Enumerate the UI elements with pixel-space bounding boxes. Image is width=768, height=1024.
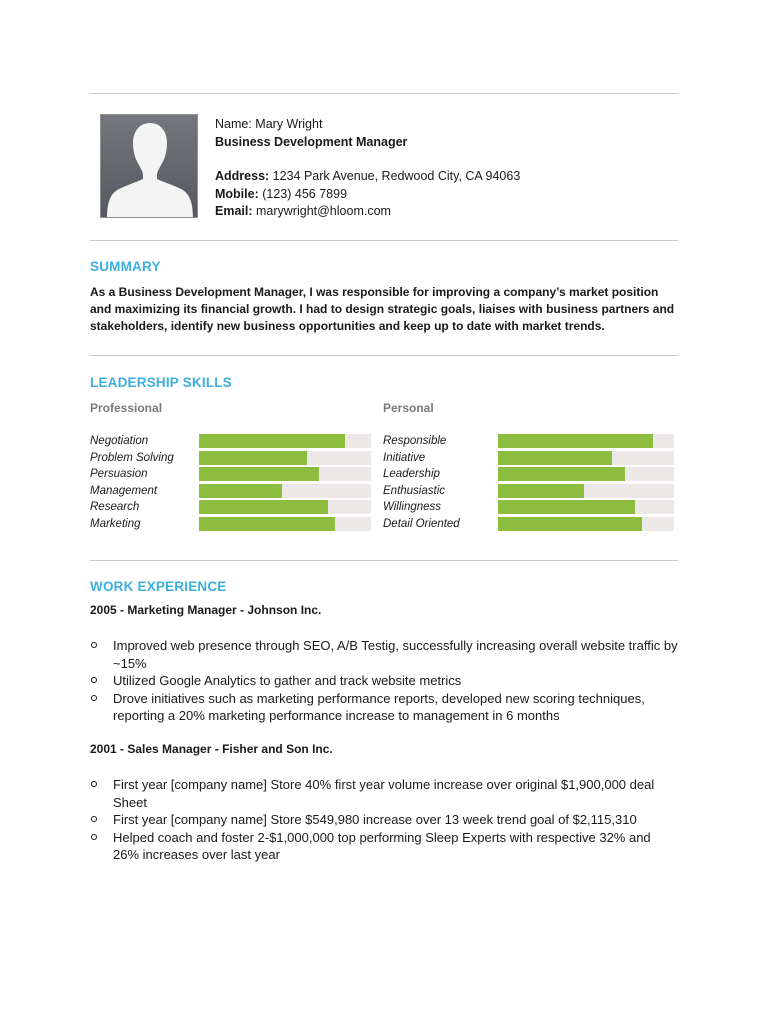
contact-block xyxy=(215,116,520,221)
skill-bar-track xyxy=(498,434,674,448)
skill-bar-fill xyxy=(199,517,335,531)
skill-label: Persuasion xyxy=(90,468,148,480)
skill-bar-track xyxy=(199,500,371,514)
skill-label: Research xyxy=(90,501,140,513)
email-value[interactable]: marywright@hloom.com xyxy=(256,204,391,218)
skill-bar-track xyxy=(199,484,371,498)
email-line xyxy=(215,203,520,221)
skill-bar-track xyxy=(199,434,371,448)
professional-subheading: Professional xyxy=(90,401,163,415)
skill-bar-fill xyxy=(498,517,642,531)
summary-text: As a Business Development Manager, I was responsible for improving a company’s market position and maximizing its financial growth. I had to design strategic goals, liaises with business partners and stakeholders, identify new business opportunities and keep up to date with market trends. xyxy=(90,285,675,333)
skill-bar-fill xyxy=(498,500,635,514)
skill-label: Willingness xyxy=(383,501,442,513)
skill-bar-track xyxy=(199,517,371,531)
list-item: Drove initiatives such as marketing performance reports, developed new scoring techniques, reporting a 20% marketing performance increase to management in 6 months xyxy=(90,690,678,725)
list-item: First year [company name] Store $549,980 increase over 13 week trend goal of $2,115,310 xyxy=(90,811,678,829)
name-line: Name: Mary Wright xyxy=(215,117,323,131)
bullet-circle-icon xyxy=(91,642,97,648)
skill-bar-fill xyxy=(199,484,282,498)
skill-bar-track xyxy=(199,451,371,465)
work-experience-heading: WORK EXPERIENCE xyxy=(90,579,227,594)
skill-bar-fill xyxy=(498,451,612,465)
mobile-label: Mobile: xyxy=(215,186,259,201)
divider xyxy=(90,355,678,356)
divider xyxy=(90,560,678,561)
leadership-skills-heading: LEADERSHIP SKILLS xyxy=(90,375,232,390)
skill-label: Detail Oriented xyxy=(383,517,460,530)
bullet-circle-icon xyxy=(91,677,97,683)
job-title: 2005 - Marketing Manager - Johnson Inc. xyxy=(90,603,322,617)
skill-label: Marketing xyxy=(90,517,141,530)
skill-bar-track xyxy=(498,451,674,465)
mobile-value: (123) 456 7899 xyxy=(262,186,348,201)
job-title-line: Business Development Manager xyxy=(215,134,408,149)
skill-bar-fill xyxy=(199,434,345,448)
skill-bar-fill xyxy=(199,451,307,465)
address-line xyxy=(215,168,520,186)
skill-bar-track xyxy=(498,517,674,531)
skill-bar-fill xyxy=(199,467,319,481)
skill-label: Negotiation xyxy=(90,435,149,447)
skill-label: Initiative xyxy=(383,451,426,464)
address-label: Address: xyxy=(215,169,270,183)
profile-photo-placeholder xyxy=(100,114,198,218)
person-silhouette-icon xyxy=(101,115,198,218)
skill-label: Responsible xyxy=(383,435,447,447)
mobile-line xyxy=(215,186,520,204)
personal-subheading: Personal xyxy=(383,401,434,415)
skill-bar-fill xyxy=(199,500,328,514)
skill-bar-fill xyxy=(498,484,584,498)
skill-bar-track xyxy=(498,500,674,514)
job-bullets xyxy=(90,776,678,864)
job-bullets xyxy=(90,637,678,725)
address-value: 1234 Park Avenue, Redwood City, CA 94063 xyxy=(272,169,521,183)
skill-label: Management xyxy=(90,484,158,497)
list-item: First year [company name] Store 40% first year volume increase over original $1,900,000 deal Sheet xyxy=(90,776,678,811)
skill-label: Leadership xyxy=(383,468,440,480)
email-label: Email: xyxy=(215,204,253,218)
skill-label: Enthusiastic xyxy=(383,484,446,497)
bullet-circle-icon xyxy=(91,834,97,840)
bullet-circle-icon xyxy=(91,781,97,787)
bullet-circle-icon xyxy=(91,695,97,701)
job-title: 2001 - Sales Manager - Fisher and Son Inc. xyxy=(90,742,333,756)
list-item: Helped coach and foster 2-$1,000,000 top performing Sleep Experts with respective 32% and 26% increases over last year xyxy=(90,829,678,864)
skill-bar-track xyxy=(498,467,674,481)
skill-bar-fill xyxy=(498,434,653,448)
divider xyxy=(90,93,678,94)
skill-label: Problem Solving xyxy=(90,451,174,464)
skill-bar-track xyxy=(498,484,674,498)
skill-bar-track xyxy=(199,467,371,481)
divider xyxy=(90,240,678,241)
skill-bar-fill xyxy=(498,467,625,481)
list-item: Utilized Google Analytics to gather and track website metrics xyxy=(90,672,678,690)
summary-heading: SUMMARY xyxy=(90,259,161,274)
list-item: Improved web presence through SEO, A/B Testig, successfully increasing overall website traffic by ~15% xyxy=(90,637,678,672)
bullet-circle-icon xyxy=(91,816,97,822)
